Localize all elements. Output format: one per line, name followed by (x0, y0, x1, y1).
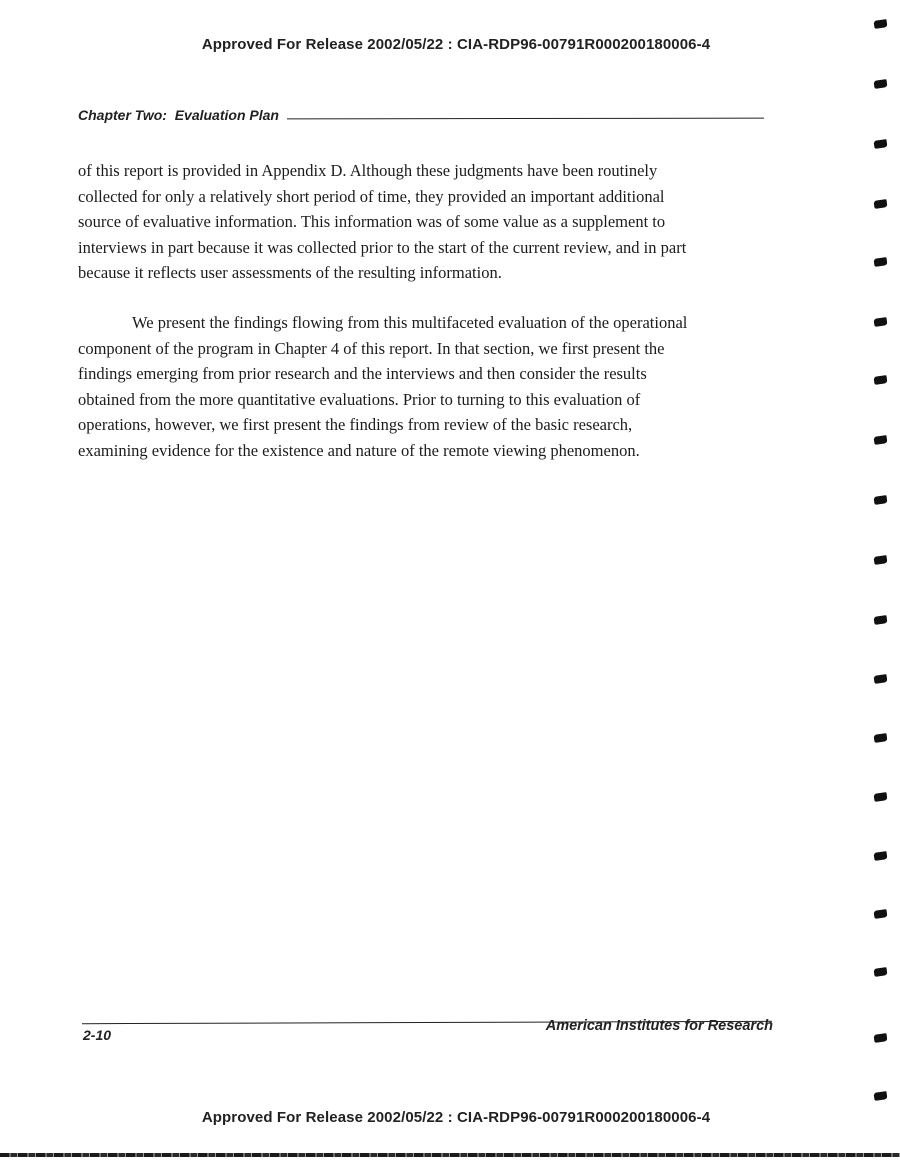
punch-hole (874, 199, 888, 209)
punch-hole (874, 1033, 888, 1043)
punch-hole (874, 139, 888, 149)
punch-hole (874, 19, 888, 29)
punch-hole (874, 792, 888, 802)
paragraph-line: component of the program in Chapter 4 of this report. In that section, we first present the (78, 338, 665, 358)
paragraph-line: source of evaluative information. This information was of some value as a supplement to (78, 212, 666, 231)
paragraph-line: findings emerging from prior research and the interviews and then consider the results (78, 364, 647, 383)
punch-hole (874, 435, 888, 445)
paragraph-line: because it reflects user assessments of the resulting information. (78, 263, 502, 282)
punch-hole (874, 733, 888, 743)
paragraph-line: interviews in part because it was collected prior to the start of the current review, and in part (78, 237, 687, 257)
paragraph-line: collected for only a relatively short period of time, they provided an important additional (78, 186, 665, 206)
punch-hole (874, 495, 888, 505)
punch-hole (874, 1091, 888, 1101)
release-stamp-bottom: Approved For Release 2002/05/22 : CIA-RDP96-00791R000200180006-4 (201, 1109, 711, 1126)
punch-hole (874, 615, 888, 625)
punch-hole (874, 317, 888, 327)
punch-hole (874, 555, 888, 565)
header-rule (287, 118, 764, 120)
paragraph-line: examining evidence for the existence and nature of the remote viewing phenomenon. (78, 440, 640, 460)
release-stamp-top: Approved For Release 2002/05/22 : CIA-RDP96-00791R000200180006-4 (201, 36, 711, 53)
chapter-header (78, 107, 764, 123)
paragraph-line: We present the findings flowing from this multifaceted evaluation of the operational (132, 313, 688, 332)
punch-hole (874, 674, 888, 684)
paragraph-1 (78, 158, 768, 286)
page-number: 2-10 (83, 1027, 112, 1043)
punch-hole (874, 967, 888, 977)
paragraph-line: obtained from the more quantitative evaluations. Prior to turning to this evaluation of (78, 389, 641, 409)
punch-hole (874, 909, 888, 919)
paragraph-line: of this report is provided in Appendix D. Although these judgments have been routinely (78, 161, 658, 180)
punch-hole (874, 851, 888, 861)
paragraph-2 (78, 310, 768, 463)
footer-organization: American Institutes for Research (545, 1018, 773, 1034)
scan-edge-artifact (0, 1153, 900, 1157)
paragraph-line: operations, however, we first present the findings from review of the basic research, (78, 415, 633, 434)
punch-hole (874, 375, 888, 385)
punch-hole-strip (860, 0, 900, 1165)
chapter-title: Chapter Two: Evaluation Plan (78, 107, 279, 123)
punch-hole (874, 79, 888, 89)
punch-hole (874, 257, 888, 267)
